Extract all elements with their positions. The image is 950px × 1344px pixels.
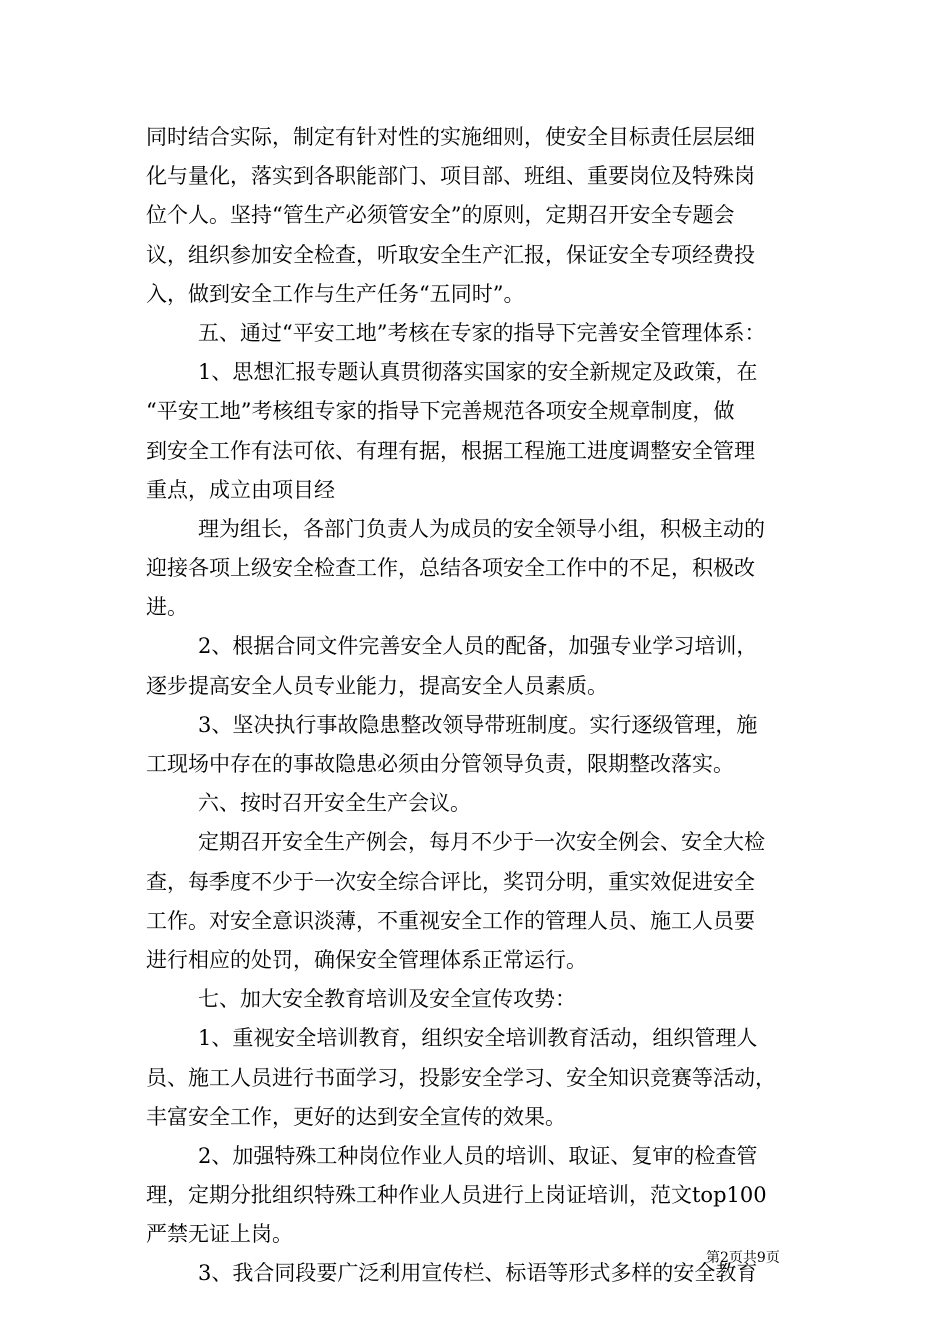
text-line: 3、我合同段要广泛利用宣传栏、标语等形式多样的安全教育: [198, 1261, 758, 1286]
text-line: 工作。对安全意识淡薄，不重视安全工作的管理人员、施工人员要: [146, 908, 755, 933]
text-line: 员、施工人员进行书面学习，投影安全学习、安全知识竞赛等活动，: [146, 1065, 776, 1090]
section-heading: 五、通过“平安工地”考核在专家的指导下完善安全管理体系：: [198, 320, 766, 345]
text-line: 严禁无证上岗。: [146, 1222, 293, 1247]
text-line: 重点，成立由项目经: [146, 477, 335, 502]
text-line: 逐步提高安全人员专业能力，提高安全人员素质。: [146, 673, 608, 698]
text-line: 化与量化，落实到各职能部门、项目部、班组、重要岗位及特殊岗: [146, 164, 755, 189]
text-line: 迎接各项上级安全检查工作，总结各项安全工作中的不足，积极改: [146, 556, 755, 581]
body-text: [146, 118, 810, 1294]
text-line: 工现场中存在的事故隐患必须由分管领导负责，限期整改落实。: [146, 752, 734, 776]
text-line: 3、坚决执行事故隐患整改领导带班制度。实行逐级管理，施: [198, 712, 758, 737]
text-line: 丰富安全工作，更好的达到安全宣传的效果。: [146, 1104, 566, 1129]
text-line: 进。: [146, 595, 188, 620]
section-heading: 七、加大安全教育培训及安全宣传攻势：: [198, 987, 576, 1012]
section-heading: 六、按时召开安全生产会议。: [198, 791, 471, 816]
text-line: 2、加强特殊工种岗位作业人员的培训、取证、复审的检查管: [198, 1143, 758, 1168]
text-line: 议，组织参加安全检查，听取安全生产汇报，保证安全专项经费投: [146, 242, 755, 267]
text-line: 2、根据合同文件完善安全人员的配备，加强专业学习培训，: [198, 634, 758, 659]
page-number: 第2页共9页: [706, 1250, 780, 1266]
text-line: 到安全工作有法可依、有理有据，根据工程施工进度调整安全管理: [146, 438, 755, 463]
text-line: “平安工地”考核组专家的指导下完善规范各项安全规章制度，做: [146, 399, 735, 424]
text-line: 理，定期分批组织特殊工种作业人员进行上岗证培训，范文top100: [146, 1183, 767, 1208]
text-line: 1、思想汇报专题认真贯彻落实国家的安全新规定及政策，在: [198, 360, 758, 385]
text-line: 理为组长，各部门负责人为成员的安全领导小组，积极主动的: [198, 516, 765, 541]
text-line: 入，做到安全工作与生产任务“五同时”。: [146, 281, 525, 306]
text-line: 查，每季度不少于一次安全综合评比，奖罚分明，重实效促进安全: [146, 869, 755, 894]
text-line: 位个人。坚持“管生产必须管安全”的原则，定期召开安全专题会: [146, 203, 735, 228]
text-line: 定期召开安全生产例会，每月不少于一次安全例会、安全大检: [198, 830, 765, 855]
text-line: 1、重视安全培训教育，组织安全培训教育活动，组织管理人: [198, 1026, 758, 1051]
text-line: 同时结合实际，制定有针对性的实施细则，使安全目标责任层层细: [146, 125, 755, 149]
text-line: 进行相应的处罚，确保安全管理体系正常运行。: [146, 947, 587, 972]
